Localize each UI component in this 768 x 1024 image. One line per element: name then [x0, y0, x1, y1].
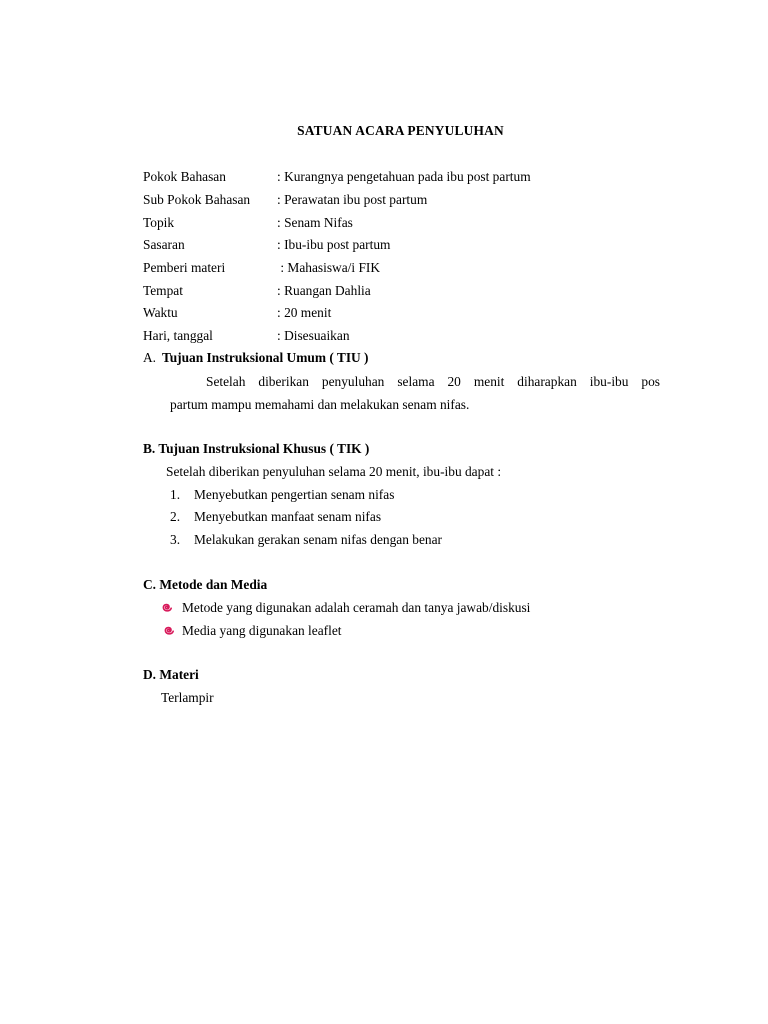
info-value-hari-tanggal: : Disesuaikan — [277, 328, 350, 343]
section-c-item-2-text: Media yang digunakan leaflet — [182, 623, 342, 638]
spiral-bullet-icon — [162, 623, 176, 637]
section-a-paragraph-line-2: partum mampu memahami dan melakukan senam nifas. — [170, 397, 470, 412]
info-label-hari-tanggal: Hari, tanggal — [143, 328, 213, 343]
section-c-item-1-text: Metode yang digunakan adalah ceramah dan tanya jawab/diskusi — [182, 600, 531, 615]
section-b-heading: B. Tujuan Instruksional Khusus ( TIK ) — [143, 441, 370, 456]
info-value-pokok-bahasan: : Kurangnya pengetahuan pada ibu post partum — [277, 169, 531, 184]
section-d-heading: D. Materi — [143, 667, 199, 682]
document-title: SATUAN ACARA PENYULUHAN — [297, 123, 504, 138]
spiral-bullet-icon — [160, 600, 174, 614]
section-b-item-1-number: 1. — [170, 487, 181, 502]
section-d-body: Terlampir — [161, 690, 214, 705]
section-a-paragraph-line-1: Setelah diberikan penyuluhan selama 20 menit diharapkan ibu-ibu pos — [206, 374, 660, 389]
info-value-tempat: : Ruangan Dahlia — [277, 283, 371, 298]
section-a-heading: Tujuan Instruksional Umum ( TIU ) — [162, 350, 369, 365]
info-value-sasaran: : Ibu-ibu post partum — [277, 237, 391, 252]
section-b-intro: Setelah diberikan penyuluhan selama 20 menit, ibu-ibu dapat : — [166, 464, 502, 479]
section-b-item-3-text: Melakukan gerakan senam nifas dengan benar — [194, 532, 442, 547]
info-label-topik: Topik — [143, 215, 175, 230]
info-label-pemberi-materi: Pemberi materi — [143, 260, 226, 275]
info-label-waktu: Waktu — [143, 305, 178, 320]
info-value-sub-pokok-bahasan: : Perawatan ibu post partum — [277, 192, 428, 207]
section-c-heading: C. Metode dan Media — [143, 577, 268, 592]
section-b-item-2-number: 2. — [170, 509, 181, 524]
info-label-pokok-bahasan: Pokok Bahasan — [143, 169, 226, 184]
info-value-waktu: : 20 menit — [277, 305, 332, 320]
section-a-letter: A. — [143, 350, 157, 365]
info-label-sasaran: Sasaran — [143, 237, 185, 252]
info-label-tempat: Tempat — [143, 283, 183, 298]
section-b-item-3-number: 3. — [170, 532, 181, 547]
info-value-pemberi-materi: : Mahasiswa/i FIK — [277, 260, 381, 275]
info-value-topik: : Senam Nifas — [277, 215, 353, 230]
section-b-item-1-text: Menyebutkan pengertian senam nifas — [194, 487, 395, 502]
section-b-item-2-text: Menyebutkan manfaat senam nifas — [194, 509, 382, 524]
info-label-sub-pokok-bahasan: Sub Pokok Bahasan — [143, 192, 251, 207]
